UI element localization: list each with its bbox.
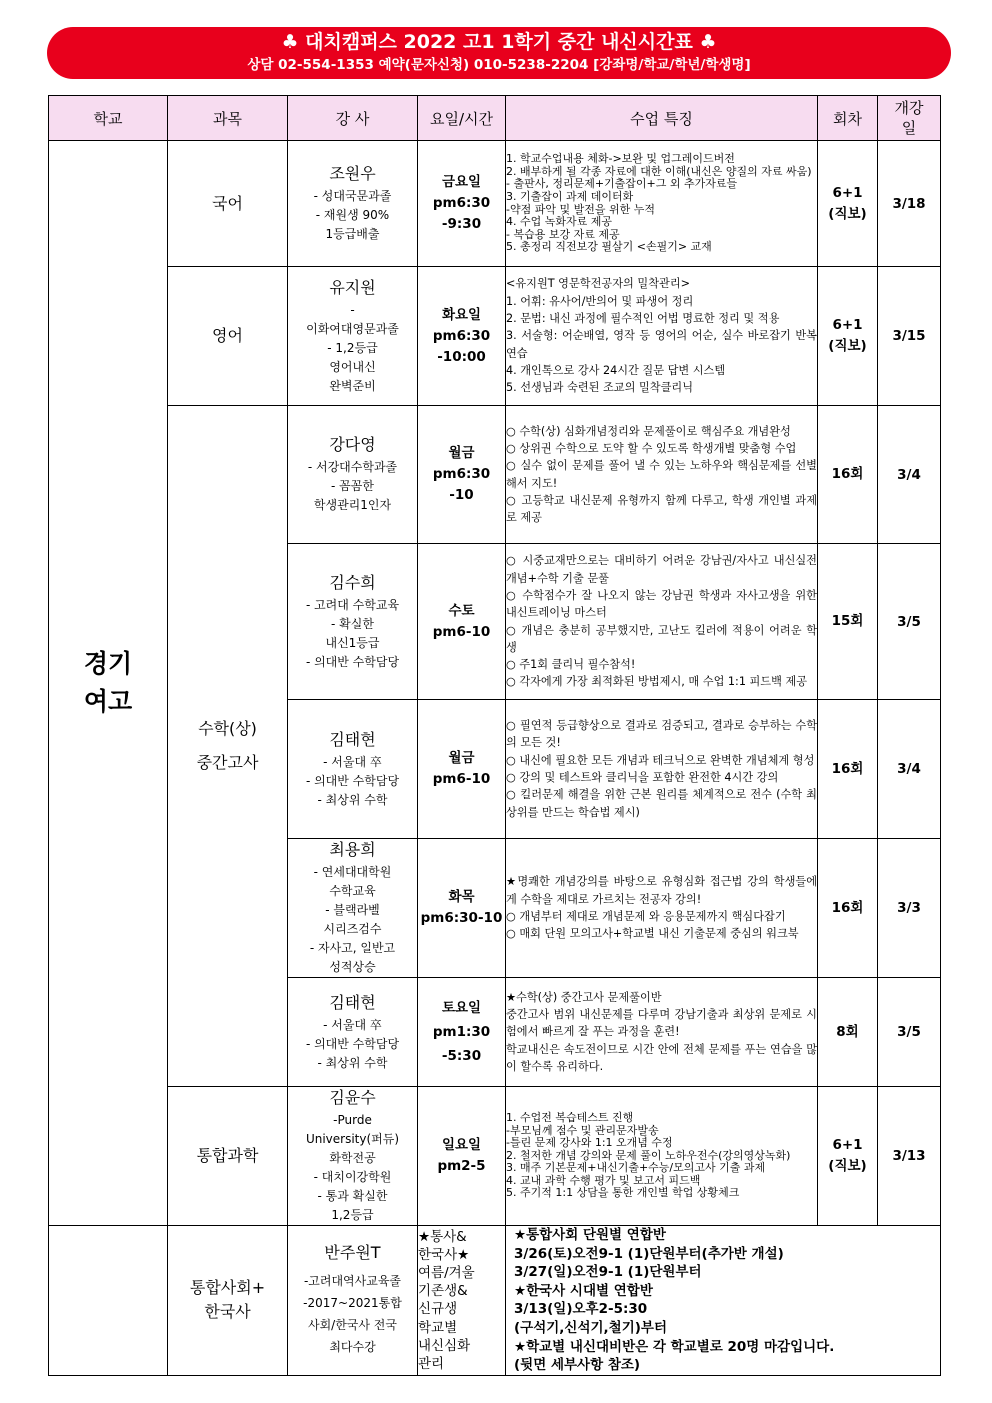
teacher-desc-line: -고려대역사교육졸: [303, 1274, 402, 1289]
feature-line: ○ 상위권 수학으로 도약 할 수 있도록 학생개별 맞춤형 수업: [506, 441, 797, 455]
time-line: pm6:30: [432, 327, 491, 344]
open-date-cell: 3/4: [878, 700, 941, 839]
feature-line: 4. 수업 녹화자료 제공: [506, 215, 612, 229]
time-line: pm6-10: [432, 771, 491, 787]
teacher-desc-line: - 연세대대학원: [313, 865, 392, 879]
teacher-desc-line: 시리즈검수: [323, 922, 382, 936]
teacher-cell: [288, 1087, 418, 1226]
feature-line: ★수학(상) 중간고사 문제풀이반: [506, 990, 662, 1004]
teacher-cell: [288, 406, 418, 544]
teacher-desc-line: - 자사고, 일반고: [309, 941, 396, 955]
open-date-cell: 3/5: [878, 544, 941, 700]
features-cell: [506, 978, 818, 1087]
title-banner: [47, 27, 951, 79]
feature-line: ○ 수학점수가 잘 나오지 않는 강남권 학생과 자사고생을 위한 내신트레이닝 마스터: [506, 588, 817, 620]
time-line: pm6:30-10: [420, 910, 503, 926]
subject-cell: [168, 267, 288, 406]
time-line: 수토: [448, 602, 475, 619]
feature-line: ○ 개념은 충분히 공부했지만, 고난도 킬러에 적용이 어려운 학생: [506, 623, 817, 654]
feature-line: (뒷면 세부사항 참조): [514, 1357, 641, 1374]
table-row: [49, 141, 941, 267]
feature-line: - 복습용 보강 자료 제공: [506, 227, 620, 241]
feature-line: 중간고사 범위 내신문제를 다루며 강남기출과 최상위 문제로 시험에서 빠르게 잘 푸는 과정을 훈련!: [506, 1008, 817, 1039]
teacher-desc-line: -2017~2021통합: [303, 1296, 402, 1311]
school-cell: [49, 141, 168, 1226]
teacher-desc-line: - 의대반 수학담당: [305, 773, 400, 788]
teacher-desc-line: -: [350, 302, 355, 317]
subject-label: 한국사: [204, 1302, 251, 1322]
table-row: [49, 406, 941, 544]
teacher-desc-line: - 고려대 수학교육: [305, 597, 400, 612]
teacher-cell: [288, 978, 418, 1087]
time-line: ★통사&: [418, 1228, 467, 1245]
feature-line: ★한국사 시대별 연합반: [514, 1282, 653, 1299]
feature-line: -틀린 문제 강사와 1:1 오개념 수정: [506, 1136, 673, 1150]
teacher-desc-line: - 의대반 수학담당: [305, 654, 400, 669]
time-line: pm1:30: [432, 1024, 491, 1040]
teacher-name: 김태현: [329, 729, 376, 749]
teacher-cell: [288, 544, 418, 700]
header-school: 학교: [49, 96, 168, 141]
open-date-cell: 3/18: [878, 141, 941, 267]
time-line: pm2-5: [437, 1158, 486, 1174]
time-line: -10:00: [437, 348, 486, 365]
teacher-desc-line: - 서강대수학과졸: [307, 460, 398, 474]
time-cell: [418, 978, 506, 1087]
subject-label: 통합사회+: [189, 1278, 266, 1298]
sessions-cell: 15회: [818, 544, 878, 700]
teacher-cell: [288, 267, 418, 406]
teacher-desc-line: - 최상위 수학: [317, 1055, 388, 1070]
table-row: [49, 267, 941, 406]
time-line: 화목: [448, 889, 475, 905]
subject-label: 중간고사: [196, 753, 259, 772]
sessions-cell: 8회: [818, 978, 878, 1087]
header-row: [49, 96, 941, 141]
feature-line: ○ 고등학교 내신문제 유형까지 함께 다루고, 학생 개인별 과제로 제공: [506, 493, 817, 525]
subject-label: 영어: [212, 326, 243, 345]
sessions-cell: [818, 267, 878, 406]
feature-line: (구석기,신석기,철기)부터: [514, 1319, 668, 1336]
feature-line: 3/26(토)오전9-1 (1)단원부터(추가반 개설): [514, 1245, 784, 1262]
features-cell: [506, 544, 818, 700]
teacher-desc-line: 성적상승: [329, 960, 376, 974]
teacher-cell: [288, 141, 418, 267]
feature-line: 2. 배부하게 될 각종 자료에 대한 이해(내신은 양질의 자료 싸움): [506, 164, 812, 178]
feature-line: ★명쾌한 개념강의를 바탕으로 유형심화 접근법 강의 학생들에게 수학을 제대로 가르치는 전공자 강의!: [506, 875, 817, 906]
header-open-date: 개강일: [878, 96, 941, 141]
subject-cell: [168, 1226, 288, 1376]
time-line: 관리: [418, 1355, 445, 1372]
time-line: 내신심화: [418, 1337, 471, 1354]
teacher-desc-line: 내신1등급: [325, 635, 380, 650]
teacher-desc-line: - 확실한: [331, 616, 374, 631]
teacher-desc-line: - 블랙라벨: [325, 903, 380, 917]
teacher-cell: [288, 839, 418, 978]
teacher-desc-line: 사회/한국사 전국: [307, 1318, 397, 1333]
features-cell: [506, 839, 818, 978]
feature-line: 3. 매주 기본문제+내신기출+수능/모의고사 기출 과제: [506, 1161, 766, 1175]
table-row: [49, 1226, 941, 1376]
time-line: -9:30: [441, 216, 482, 232]
time-line: 학교별: [418, 1319, 458, 1336]
teacher-name: 유지원: [329, 277, 376, 297]
time-line: pm6:30: [432, 195, 491, 211]
features-cell: [506, 267, 818, 406]
teacher-desc-line: - 꼼꼼한: [331, 479, 374, 493]
teacher-desc-line: 수학교육: [329, 884, 376, 898]
feature-line: <유지원T 영문학전공자의 밀착관리>: [506, 277, 690, 291]
teacher-desc-line: 이화여대영문과졸: [306, 321, 399, 336]
teacher-name: 김수희: [329, 572, 376, 592]
teacher-desc-line: 학생관리1인자: [313, 498, 392, 512]
open-date-cell: 3/4: [878, 406, 941, 544]
feature-line: 3/13(일)오후2-5:30: [514, 1301, 648, 1318]
teacher-cell: [288, 700, 418, 839]
subject-label: 국어: [212, 193, 243, 213]
feature-line: 2. 철저한 개념 강의와 문제 풀이 노하우전수(강의영상녹화): [506, 1148, 791, 1162]
time-line: 토요일: [441, 1000, 482, 1016]
feature-line: -부모님께 점수 및 관리문자발송: [506, 1123, 659, 1137]
contact-info: 상담 02-554-1353 예약(문자신청) 010-5238-2204 [강좌명/학교/학년/학생명]: [247, 57, 751, 73]
features-cell: [506, 1087, 818, 1226]
time-cell: [418, 1226, 506, 1376]
feature-line: ★통합사회 단원별 연합반: [514, 1227, 666, 1243]
subject-cell: [168, 141, 288, 267]
header-subject: 과목: [168, 96, 288, 141]
features-cell: [506, 700, 818, 839]
teacher-desc-line: 영어내신: [329, 359, 376, 374]
teacher-desc-line: 1등급배출: [325, 227, 380, 241]
feature-line: 학교내신은 속도전이므로 시간 안에 전체 문제를 푸는 연습을 많이 할수록 유리하다.: [506, 1042, 817, 1073]
feature-line: 5. 총정리 직전보강 필살기 <손필기> 교재: [506, 240, 712, 254]
teacher-desc-line: - 서울대 卒: [323, 754, 382, 769]
open-date-cell: 3/3: [878, 839, 941, 978]
teacher-cell: [288, 1226, 418, 1376]
teacher-name: 조원우: [329, 164, 376, 183]
teacher-desc-line: 화학전공: [329, 1151, 376, 1165]
time-line: 화요일: [441, 306, 482, 323]
subject-label: 통합과학: [196, 1146, 259, 1165]
feature-line: ○ 강의 및 테스트와 클리닉을 포함한 완전한 4시간 강의: [506, 771, 779, 784]
feature-line: 1. 어휘: 유사어/반의어 및 파생어 정리: [506, 294, 694, 308]
subject-cell: [168, 1087, 288, 1226]
time-line: 한국사★: [418, 1246, 470, 1263]
subject-label: 수학(상): [198, 719, 257, 738]
feature-line: ★학교별 내신대비반은 각 학교별로 20명 마감입니다.: [514, 1338, 835, 1355]
time-line: pm6:30: [432, 466, 491, 482]
teacher-desc-line: -Purde: [333, 1113, 372, 1127]
feature-line: ○ 킬러문제 해결을 위한 근본 원리를 체계적으로 전수 (수학 최상위를 만드는 학습법 제시): [506, 788, 817, 819]
time-line: 기존생&: [418, 1283, 468, 1300]
feature-line: ○ 매회 단원 모의고사+학교별 내신 기출문제 중심의 워크북: [506, 927, 799, 941]
time-cell: [418, 700, 506, 839]
teacher-desc-line: - 재원생 90%: [315, 208, 390, 222]
features-cell: [506, 141, 818, 267]
feature-line: 3. 서술형: 어순배열, 영작 등 영어의 어순, 실수 바로잡기 반복연습: [506, 329, 817, 360]
sessions-cell: [818, 1087, 878, 1226]
time-cell: [418, 1087, 506, 1226]
teacher-name: 김윤수: [329, 1088, 376, 1107]
teacher-desc-line: - 의대반 수학담당: [305, 1036, 400, 1051]
teacher-desc-line: - 서울대 卒: [323, 1017, 382, 1032]
feature-line: ○ 시중교재만으로는 대비하기 어려운 강남권/자사고 내신실전 개념+수학 기출 문풀: [506, 554, 817, 585]
time-line: 신규생: [418, 1301, 458, 1318]
sessions-cell: 16회: [818, 700, 878, 839]
open-date-cell: 3/5: [878, 978, 941, 1087]
teacher-desc-line: - 최상위 수학: [317, 792, 388, 807]
teacher-name: 최용희: [329, 840, 376, 859]
time-line: 여름/겨울: [418, 1264, 475, 1281]
feature-line: 2. 문법: 내신 과정에 필수적인 어법 명료한 정리 및 적용: [506, 312, 780, 326]
sessions-line: 6+1: [832, 1137, 863, 1153]
teacher-desc-line: 완벽준비: [329, 378, 376, 393]
time-cell: [418, 141, 506, 267]
feature-line: ○ 각자에게 가장 최적화된 방법제시, 매 수업 1:1 피드백 제공: [506, 675, 808, 689]
feature-line: ○ 필연적 등급향상으로 결과로 검증되고, 결과로 승부하는 수학의 모든 것!: [506, 719, 817, 750]
time-line: pm6-10: [432, 623, 491, 640]
header-teacher: 강 사: [288, 96, 418, 141]
features-cell: [506, 406, 818, 544]
time-line: -5:30: [441, 1048, 482, 1064]
feature-line: 1. 수업전 복습테스트 진행: [506, 1110, 634, 1124]
time-cell: [418, 267, 506, 406]
open-date-cell: 3/15: [878, 267, 941, 406]
teacher-desc-line: 최다수강: [329, 1340, 376, 1355]
teacher-desc-line: University(퍼듀): [305, 1132, 400, 1146]
time-cell: [418, 839, 506, 978]
sessions-line: (직보): [828, 1158, 867, 1174]
teacher-desc-line: - 통과 확실한: [317, 1189, 388, 1203]
feature-line: 3. 기출잡이 과제 데이터화: [506, 189, 634, 203]
sessions-cell: 16회: [818, 839, 878, 978]
table-row: [49, 1087, 941, 1226]
open-date-cell: 3/13: [878, 1087, 941, 1226]
subject-cell: [168, 406, 288, 1087]
teacher-name: 강다영: [329, 435, 376, 454]
feature-line: 4. 교내 과학 수행 평가 및 보고서 피드백: [506, 1173, 701, 1187]
teacher-name: 반주원T: [324, 1243, 381, 1263]
feature-line: 3/27(일)오전9-1 (1)단원부터: [514, 1264, 702, 1281]
time-cell: [418, 544, 506, 700]
feature-line: ○ 실수 없이 문제를 풀어 낼 수 있는 노하우와 핵심문제를 선별해서 지도!: [506, 459, 817, 490]
feature-line: 1. 학교수업내용 체화->보완 및 업그레이드버전: [506, 152, 735, 166]
sessions-line: 6+1: [832, 184, 863, 201]
time-line: 일요일: [441, 1137, 482, 1153]
time-line: 금요일: [441, 174, 482, 190]
teacher-name: 김태현: [329, 992, 376, 1012]
feature-line: ○ 개념부터 제대로 개념문제 와 응용문제까지 핵심다잡기: [506, 910, 786, 923]
school-cell-empty: [49, 1226, 168, 1376]
feature-line: ○ 내신에 필요한 모든 개념과 테크닉으로 완벽한 개념체계 형성: [506, 753, 815, 767]
feature-line: ○ 수학(상) 심화개념정리와 문제풀이로 핵심주요 개념완성: [506, 424, 791, 438]
sessions-line: (직보): [828, 338, 867, 354]
features-cell: [506, 1226, 941, 1376]
school-name-line-1: 경기: [83, 649, 133, 678]
page-title: ♣ 대치캠퍼스 2022 고1 1학기 중간 내신시간표 ♣: [281, 31, 717, 53]
sessions-line: 6+1: [832, 317, 863, 333]
feature-line: ○ 주1회 클리닉 필수참석!: [506, 658, 636, 672]
time-line: 월금: [448, 750, 475, 766]
time-line: 월금: [448, 445, 475, 461]
teacher-desc-line: - 대치이강학원: [313, 1170, 392, 1184]
feature-line: -약점 파악 및 발전을 위한 누적: [506, 202, 655, 216]
sessions-cell: [818, 141, 878, 267]
feature-line: 5. 선생님과 숙련된 조교의 밀착클리닉: [506, 381, 694, 395]
teacher-desc-line: - 성대국문과졸: [313, 189, 392, 203]
header-time: 요일/시간: [418, 96, 506, 141]
time-cell: [418, 406, 506, 544]
header-features: 수업 특징: [506, 96, 818, 141]
teacher-desc-line: - 1,2등급: [327, 340, 378, 355]
teacher-desc-line: 1,2등급: [331, 1208, 374, 1222]
sessions-line: (직보): [828, 205, 867, 222]
schedule-table: [48, 95, 941, 1376]
time-line: -10: [449, 487, 474, 503]
feature-line: 5. 주기적 1:1 상담을 통한 개인별 학업 상황체크: [506, 1186, 740, 1200]
sessions-cell: 16회: [818, 406, 878, 544]
school-name-line-2: 여고: [83, 687, 133, 716]
header-sessions: 회차: [818, 96, 878, 141]
feature-line: 4. 개인톡으로 강사 24시간 질문 답변 시스템: [506, 363, 726, 377]
feature-line: - 출판사, 정리문제+기출잡이+그 외 추가자료들: [506, 177, 738, 191]
